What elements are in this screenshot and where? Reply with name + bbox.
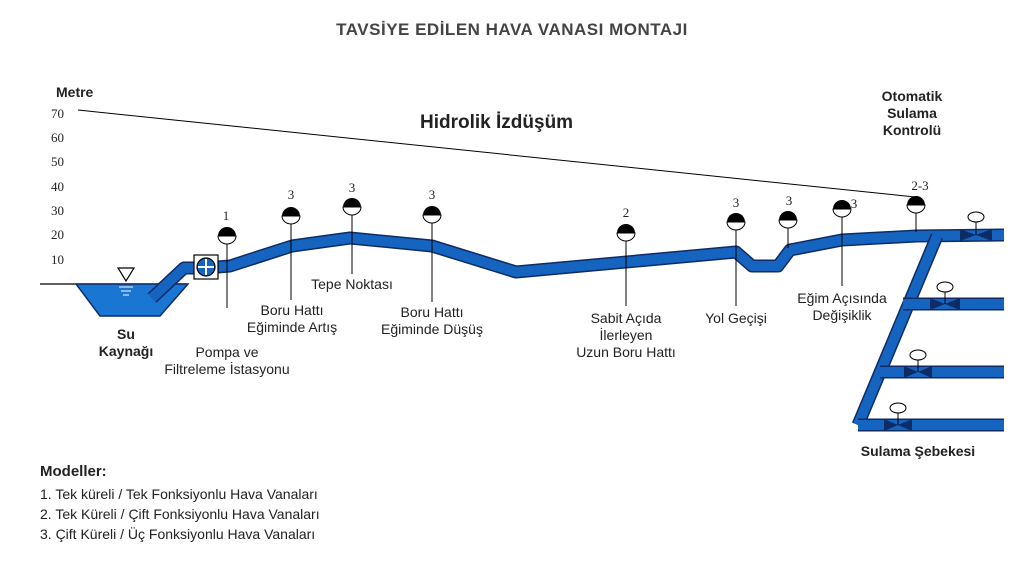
models-legend: [40, 462, 320, 544]
valve-number: 3: [850, 196, 858, 211]
tick-70: 70: [51, 106, 64, 121]
label-peak: Tepe Noktası: [311, 276, 393, 292]
label-auto-control: Otomatik Sulama Kontrolü: [881, 88, 943, 138]
label-irrigation-network: Sulama Şebekesi: [860, 443, 976, 459]
valve-number: 3: [287, 187, 295, 202]
label-slope-increase: Boru Hattı Eğiminde Artış: [246, 302, 338, 335]
pump-station-icon: [194, 255, 218, 279]
valve-number: 3: [732, 195, 740, 210]
page-title: TAVSİYE EDİLEN HAVA VANASI MONTAJI: [336, 20, 688, 39]
model-item: 3. Çift Küreli / Üç Fonksiyonlu Hava Vanaları: [40, 526, 316, 542]
air-valve-icon: [907, 196, 925, 232]
model-item: 2. Tek Küreli / Çift Fonksiyonlu Hava Vanaları: [40, 506, 320, 522]
label-pump-station: Pompa ve Filtreleme İstasyonu: [164, 344, 290, 377]
valve-number: 2-3: [911, 178, 929, 193]
tick-10: 10: [51, 252, 64, 267]
tick-30: 30: [51, 203, 64, 218]
hydraulic-grade-line: [78, 110, 915, 197]
hydraulic-projection-label: Hidrolik İzdüşüm: [420, 112, 574, 133]
air-valve-icon: [779, 211, 797, 248]
valve-number: 3: [785, 193, 793, 208]
tick-60: 60: [51, 130, 64, 145]
model-item: 1. Tek küreli / Tek Fonksiyonlu Hava Vanaları: [40, 486, 318, 502]
tick-40: 40: [51, 179, 64, 194]
main-pipeline: [152, 235, 1004, 298]
label-water-source: Su Kaynağı: [98, 326, 154, 359]
valve-number: 3: [428, 187, 436, 202]
valve-number: 2: [622, 205, 630, 220]
label-slope-change: Eğim Açısında Değişiklik: [797, 290, 887, 323]
label-slope-decrease: Boru Hattı Eğiminde Düşüş: [381, 304, 483, 337]
valve-number: 3: [348, 180, 356, 195]
tick-50: 50: [51, 154, 64, 169]
models-heading: Modeller:: [40, 463, 107, 480]
tick-20: 20: [51, 227, 64, 242]
valve-number: 1: [222, 208, 230, 223]
label-long-pipe: Sabit Açıda İlerleyen Uzun Boru Hattı: [576, 310, 676, 360]
label-road-crossing: Yol Geçişi: [705, 310, 767, 326]
axis-title: Metre: [56, 84, 94, 100]
